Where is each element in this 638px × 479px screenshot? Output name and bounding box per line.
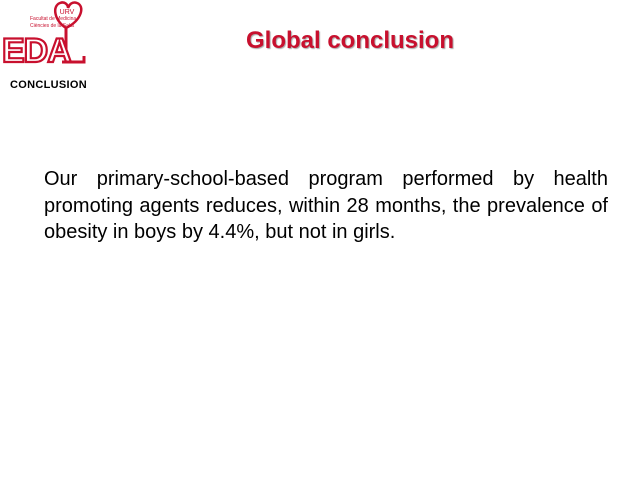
logo-badge: URV bbox=[59, 9, 75, 16]
slide-title: Global conclusion bbox=[245, 27, 455, 54]
logo-caption-2: Ciències de la Salut bbox=[30, 23, 75, 29]
logo-caption-1: Facultat de Medicina bbox=[30, 16, 77, 22]
logo-wordmark: EDA bbox=[2, 32, 71, 70]
section-label: CONCLUSION bbox=[10, 79, 87, 91]
conclusion-paragraph: Our primary-school-based program performed by health promoting agents reduces, within 28 months, the prevalence of obesity in boys by 4.4%, but not in girls. bbox=[44, 168, 608, 243]
